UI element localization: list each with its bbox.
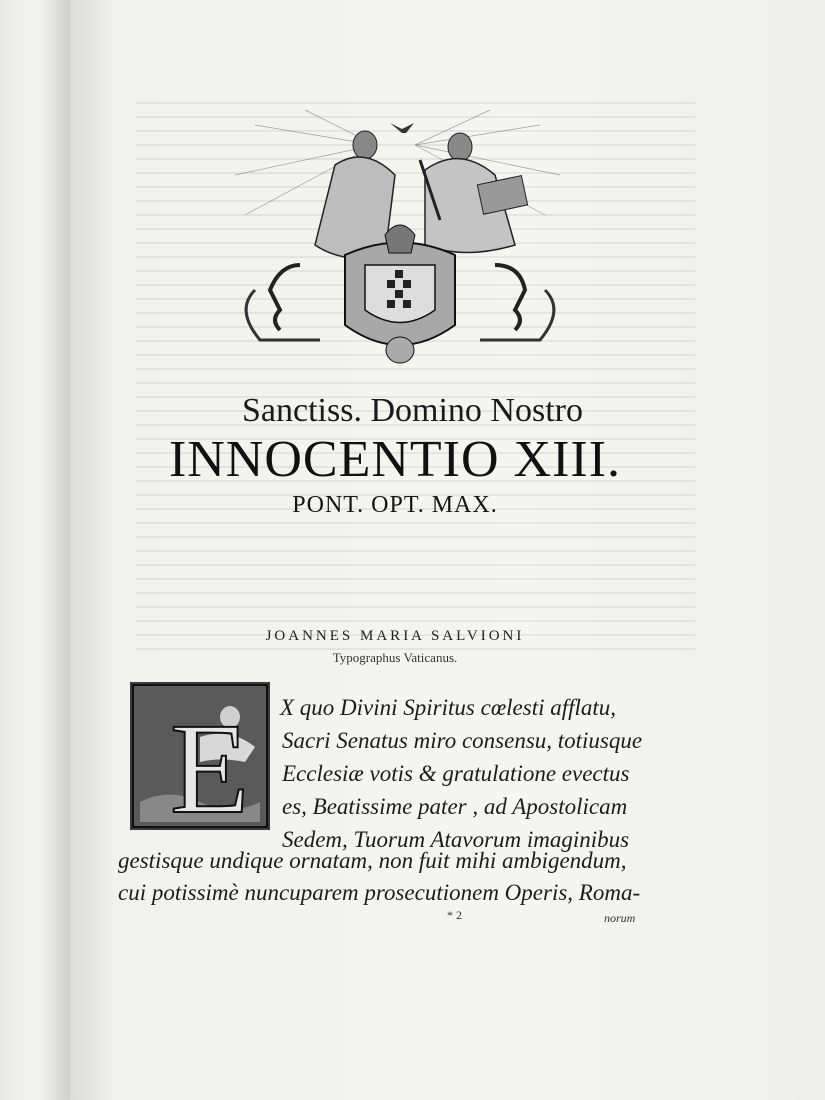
printer-name: JOANNES MARIA SALVIONI <box>265 628 525 644</box>
printer-role: Typographus Vaticanus. <box>332 650 458 665</box>
body-line-2: Sacri Senatus miro consensu, totiusque <box>282 728 643 753</box>
dedication-line-1: Sanctiss. Domino Nostro <box>242 392 583 429</box>
body-line-6: gestisque undique ornatam, non fuit mihi ambigendum, <box>118 848 627 873</box>
body-line-4: es, Beatissime pater , ad Apostolicam <box>282 794 628 819</box>
decorated-initial-icon <box>130 682 270 830</box>
book-spine <box>0 0 70 1100</box>
body-line-1: X quo Divini Spiritus cœlesti afflatu, <box>280 695 617 720</box>
signature-mark: * 2 <box>447 908 462 922</box>
catchword: norum <box>604 911 636 925</box>
body-line-5: Sedem, Tuorum Atavorum imaginibus <box>282 827 630 852</box>
dedication-line-3: PONT. OPT. MAX. <box>292 492 498 518</box>
body-line-7: cui potissimè nuncuparem prosecutionem Operis, Roma- <box>118 880 641 905</box>
dedication-line-2: INNOCENTIO XIII. <box>168 431 622 488</box>
body-line-3: Ecclesiæ votis & gratulatione evectus <box>282 761 630 786</box>
engraved-vignette-icon <box>225 105 570 375</box>
initial-letter: E <box>170 697 250 830</box>
